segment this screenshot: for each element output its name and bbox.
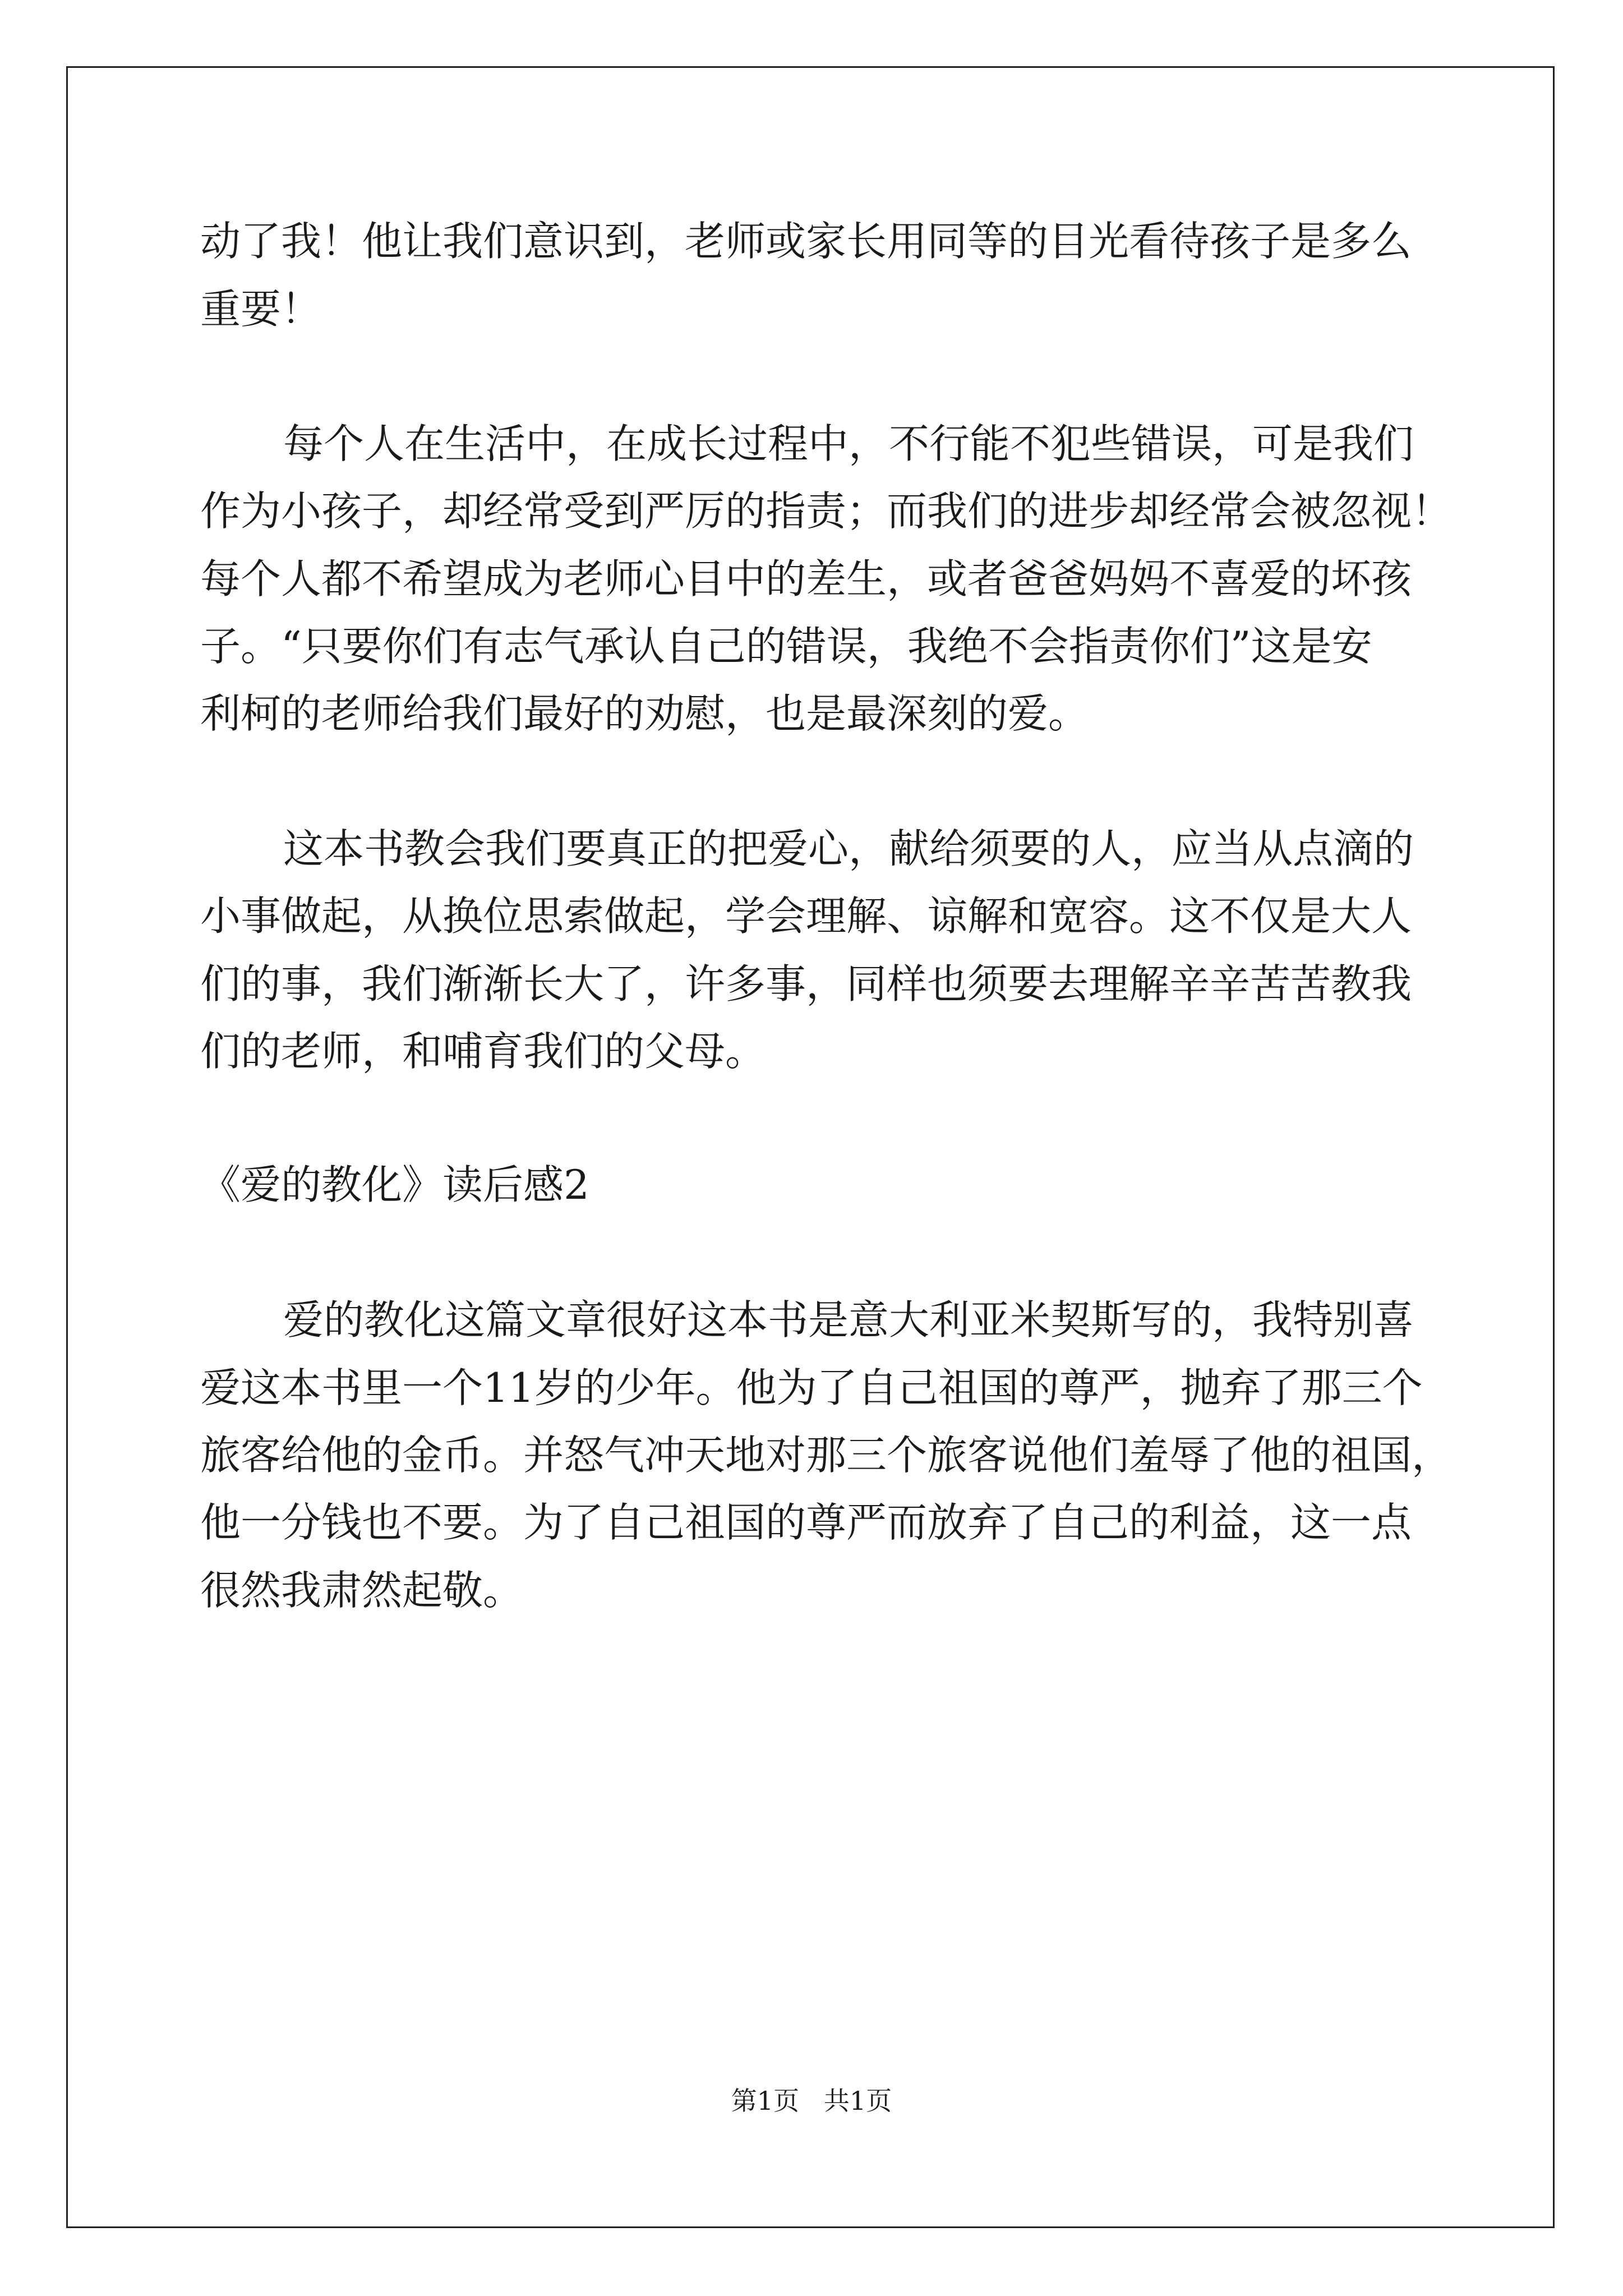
paragraph-first-line: 每个人在生活中，在成长过程中，不行能不犯些错误，可是我们 [283, 420, 1414, 467]
text-line: 们的老师，和哺育我们的父母。 [200, 1028, 766, 1075]
text-line: 作为小孩子，却经常受到严厉的指责；而我们的进步却经常会被忽视！ [200, 487, 1453, 535]
text-line: 小事做起，从换位思索做起，学会理解、谅解和宽容。这不仅是大人 [200, 892, 1412, 940]
text-line: 爱这本书里一个11岁的少年。他为了自己祖国的尊严，抛弃了那三个 [200, 1364, 1423, 1411]
text-line: 动了我！他让我们意识到，老师或家长用同等的目光看待孩子是多么 [200, 218, 1412, 265]
text-line: 旅客给他的金币。并怒气冲天地对那三个旅客说他们羞辱了他的祖国， [200, 1432, 1453, 1479]
page-number-footer: 第1页 共1页 [731, 2086, 892, 2116]
text-line: 利柯的老师给我们最好的劝慰，也是最深刻的爱。 [200, 690, 1089, 737]
paragraph-first-line: 爱的教化这篇文章很好这本书是意大利亚米契斯写的，我特别喜 [283, 1296, 1414, 1343]
text-line: 他一分钱也不要。为了自己祖国的尊严而放弃了自己的利益，这一点 [200, 1499, 1412, 1546]
paragraph-first-line: 这本书教会我们要真正的把爱心，献给须要的人，应当从点滴的 [283, 825, 1414, 872]
section-heading: 《爱的教化》读后感2 [200, 1161, 589, 1208]
page-border [66, 66, 1555, 2228]
text-line: 每个人都不希望成为老师心目中的差生，或者爸爸妈妈不喜爱的坏孩 [200, 555, 1412, 602]
text-line: 子。“只要你们有志气承认自己的错误，我绝不会指责你们”这是安 [200, 623, 1372, 670]
text-line: 重要！ [200, 286, 322, 333]
text-line: 们的事，我们渐渐长大了，许多事，同样也须要去理解辛辛苦苦教我 [200, 960, 1412, 1007]
text-line: 很然我肃然起敬。 [200, 1567, 524, 1614]
